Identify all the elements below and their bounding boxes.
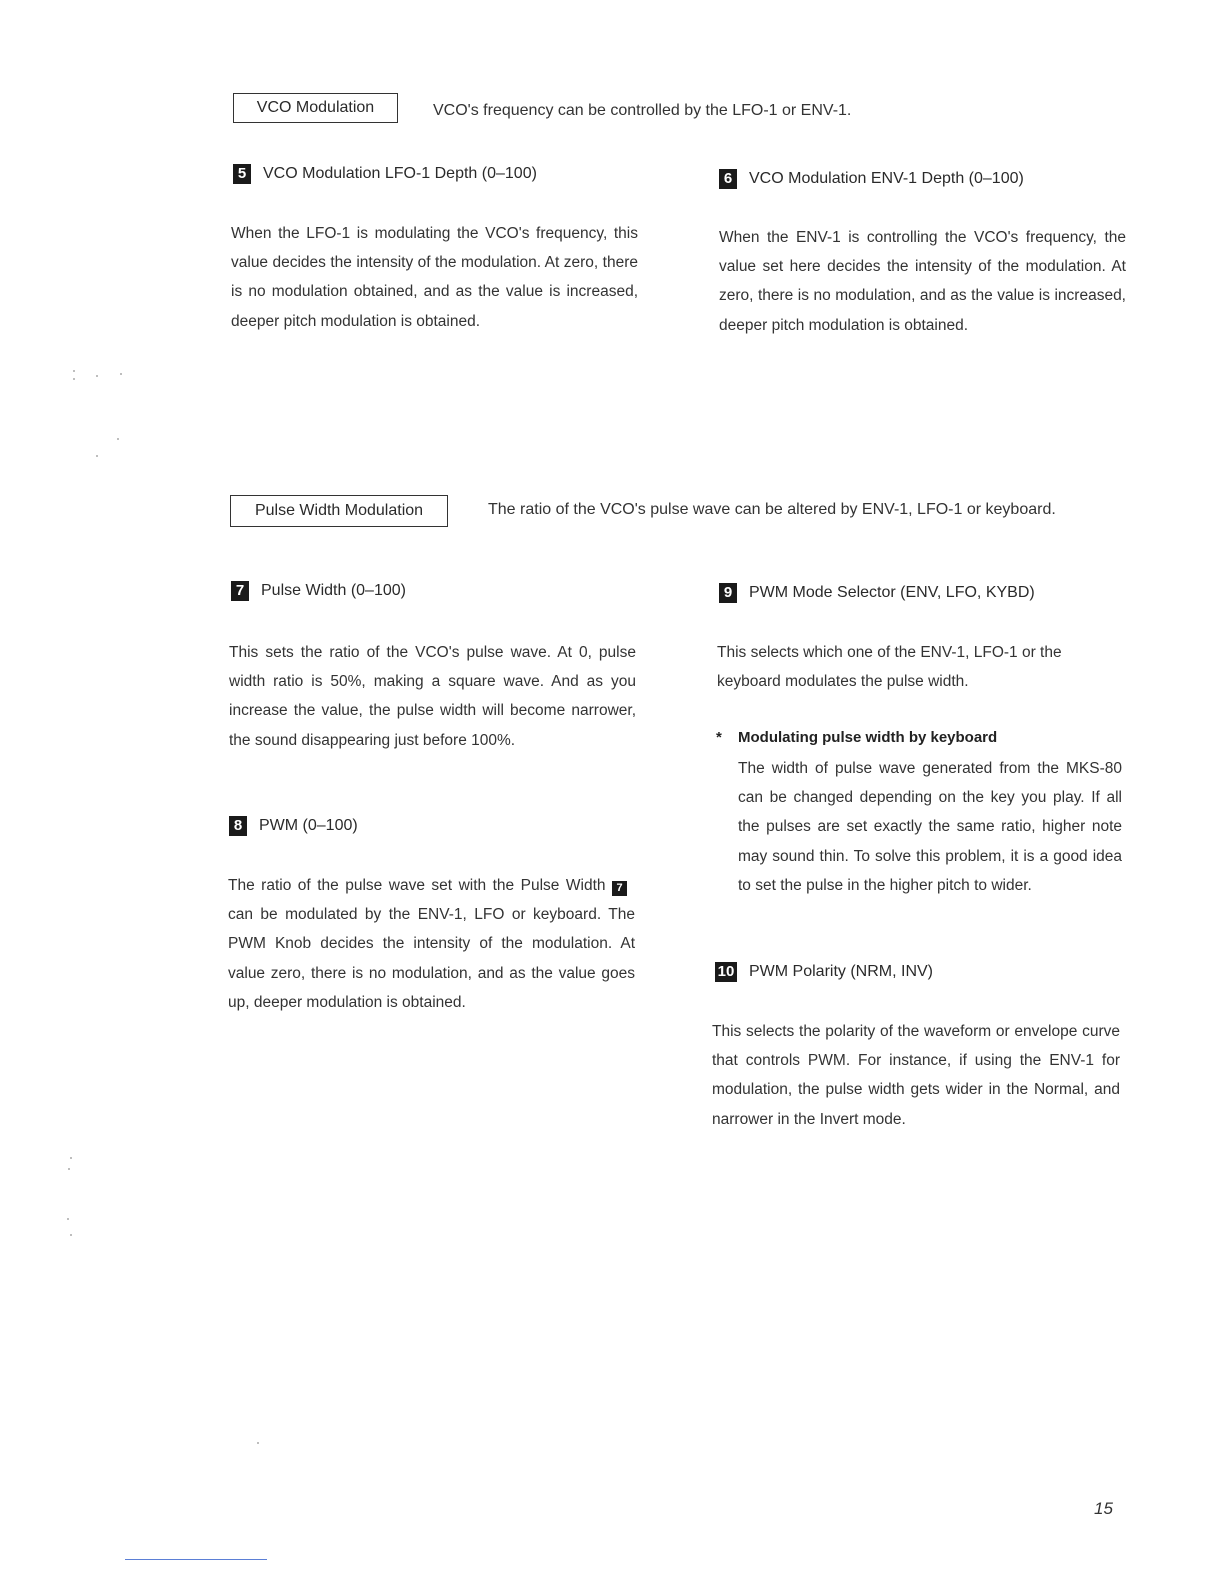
scan-speck	[70, 1234, 72, 1236]
pulse-width-text: This sets the ratio of the VCO's pulse wave. At 0, pulse width ratio is 50%, making a square wave. And as you increase the value, the pulse width will become narrower, the sound disappearing just before 100%.	[229, 644, 636, 749]
section-number-badge: 9	[719, 583, 737, 603]
lfo-depth-title: VCO Modulation LFO-1 Depth (0–100)	[263, 165, 537, 182]
pwm-mode-text: This selects which one of the ENV-1, LFO-1 or the keyboard modulates the pulse width.	[717, 644, 1062, 691]
env-depth-heading	[719, 168, 1024, 190]
scan-speck	[96, 375, 98, 377]
footer-rule	[125, 1559, 267, 1560]
pwm-text-before: The ratio of the pulse wave set with the Pulse Width	[228, 877, 606, 894]
pulse-width-heading	[231, 580, 406, 602]
keyboard-note-text: The width of pulse wave generated from the MKS-80 can be changed depending on the key you play. If all the pulses are set exactly the same ratio, higher note may sound thin. To solve this problem, it is a good idea to set the pulse in the higher pitch to wider.	[738, 760, 1122, 894]
pwm-polarity-text: This selects the polarity of the waveform or envelope curve that controls PWM. For instance, if using the ENV-1 for modulation, the pulse width gets wider in the Normal, and narrower in the Invert mode.	[712, 1023, 1120, 1128]
env-depth-title: VCO Modulation ENV-1 Depth (0–100)	[749, 170, 1024, 187]
pulse-width-modulation-label: Pulse Width Modulation	[230, 495, 448, 527]
pulse-width-title: Pulse Width (0–100)	[261, 582, 406, 599]
pwm-polarity-title: PWM Polarity (NRM, INV)	[749, 963, 933, 980]
inline-number-badge: 7	[612, 881, 627, 896]
scan-speck	[73, 370, 75, 372]
scan-speck	[73, 378, 75, 380]
asterisk-marker: *	[716, 729, 722, 746]
pwm-heading	[229, 815, 358, 837]
scan-speck	[117, 438, 119, 440]
pwm-mode-heading	[719, 582, 1035, 604]
page-number: 15	[1094, 1499, 1113, 1518]
scan-speck	[257, 1442, 259, 1444]
vco-modulation-intro: VCO's frequency can be controlled by the LFO-1 or ENV-1.	[433, 102, 852, 119]
section-number-badge: 10	[715, 962, 737, 982]
vco-modulation-label: VCO Modulation	[233, 93, 398, 123]
pwm-text	[228, 871, 635, 1017]
pwm-polarity-heading	[715, 961, 933, 983]
section-number-badge: 7	[231, 581, 249, 601]
pwm-mode-title: PWM Mode Selector (ENV, LFO, KYBD)	[749, 584, 1035, 601]
keyboard-note-heading: Modulating pulse width by keyboard	[738, 729, 998, 746]
section-number-badge: 6	[719, 169, 737, 189]
pwm-title: PWM (0–100)	[259, 817, 358, 834]
lfo-depth-heading	[233, 163, 537, 185]
pwm-text-after: can be modulated by the ENV-1, LFO or keyboard. The PWM Knob decides the intensity of the modulation. At value zero, there is no modulation, and as the value goes up, deeper modulation is obtained.	[228, 906, 635, 1011]
keyboard-note-title	[716, 727, 997, 749]
scan-speck	[120, 373, 122, 375]
section-number-badge: 5	[233, 164, 251, 184]
env-depth-text: When the ENV-1 is controlling the VCO's frequency, the value set here decides the intensity of the modulation. At zero, there is no modulation, and as the value is increased, deeper pitch modulation is obtained.	[719, 229, 1126, 334]
pulse-width-modulation-intro: The ratio of the VCO's pulse wave can be altered by ENV-1, LFO-1 or keyboard.	[488, 501, 1056, 518]
section-number-badge: 8	[229, 816, 247, 836]
scan-speck	[67, 1218, 69, 1220]
scan-speck	[68, 1168, 70, 1170]
lfo-depth-text: When the LFO-1 is modulating the VCO's frequency, this value decides the intensity of the modulation. At zero, there is no modulation obtained, and as the value is increased, deeper pitch modulation is obtained.	[231, 225, 638, 330]
scan-speck	[96, 455, 98, 457]
scan-speck	[70, 1157, 72, 1159]
